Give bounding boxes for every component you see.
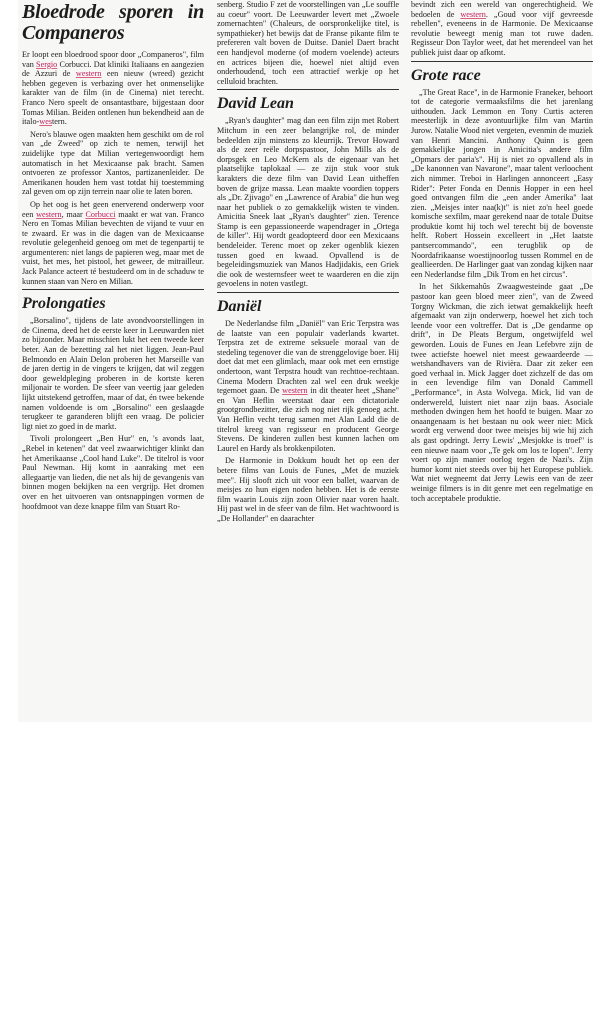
paragraph: „Ryan's daughter" mag dan een film zijn met Robert Mitchum in een zeer belangrijke rol, de minder bedeelden zijn minstens zo kleurrijk. Trevor Howard als de zeer reële dorpspastoor, John Mills als de dorpsgek en Leo McKern als de eigenaar van het plaatselijke taplokaal — ze zijn stuk voor stuk karakters die deze film van David Lean uitheffen boven de grijze massa. Lean maakte voordien toppers als „Dr. Zjivago" en „Lawrence of Arabia" die hun weg naar het publiek o zo gemakkelijk wisten te vinden. Amicitia Sneek laat „Ryan's daughter" zien. Terence Stamp is een gepassioneerde wapendrager in „Ortega de killer". Hij wordt geadopteerd door een Mexicaans bendeleider. Terenc moet op zeker ogenblik kiezen tussen goed en kwaad. Opvallend is de begeleidingsmuziek van Manos Hadjidakis, een Griek die ook de westernsfeer weet te waarderen en die zijn gevoelens in noten vastlegt. xyxy=(217,116,399,289)
section-divider xyxy=(22,289,204,290)
paragraph: De Nederlandse film „Daniël" van Eric Terpstra was de laatste van een populair vaderlands kwartet. Terpstra zet de extreme seksuele moraal van de stedeling tegenover die van de strenggelovige boer. Hij doet dat met een glimlach, maar ook met een ernstige ondertoon, want Terpstra houdt van rechttoe-rechtaan. Cinema Modern Drachten zal wel een druk weekje tegemoet gaan. De western in dit theater heet „Shane" en Van Heflin weerstaat daar een dictatoriale grootgrondbezitter, die zich nog niet rijk genoeg acht. Van Heflin vecht terug samen met Alan Ladd die de titelrol kreeg van regisseur en producent George Stevens. De kinderen zullen best kunnen lachen om Laurel en Hardy als brokkenpiloten. xyxy=(217,319,400,453)
paragraph: De Harmonie in Dokkum houdt het op een der betere films van Louis de Funes, „Met de muziek mee". Hij slooft zich uit voor een ballet, waarvan de meisjes zo hun eigen noden hebben. Het is de eerste film waarin Louis zijn zoon Olivier naar voren haalt. Hij past wel in de sfeer van de film. Het wachtwoord is „De Hollander" en daarachter xyxy=(217,456,399,523)
highlighted-term: Corbucci xyxy=(85,209,116,219)
paragraph: bevindt zich een wereld van ongerechtigheid. We bedoelen de western. „Goud voor vijf gevreesde rebellen", eveneens in de Harmonie. De Mexicaanse revolutie beweegt menig man tot ruwe daden. Regisseur Don Taylor weet, dat het merendeel van het publiek juist daar op afkomt. xyxy=(411,0,594,57)
column-2 xyxy=(217,0,399,527)
paragraph: In het Sikkemahûs Zwaagwesteinde gaat „De pastoor kan geen bloed meer zien", van de Zweed Torgny Wickman, die zich ietwat gemakkelijk heeft afgemaakt van zijn onderwerp, hoewel het zich toch leende voor een voltreffer. Dat is „De gendarme op drift", in De Pleats Bergum, ongetwijfeld wel geworden. Louis de Funes en Jean Lefebvre zijn de twee actiefste hoewel niet meest gewaardeerde — wetshandhavers van de Rivièra. Daar zit zeker een goed verhaal in. Mick Jagger doet zichzelf de das om in een levendige film van Donald Cammell „Performance", in Asta Wolvega. Mick, lid van de onderwereld, luistert niet naar zijn baas. Asociale methoden dwingen hem het hoofd te buigen. Maar zo onaangenaam is het bestaan nu ook weer niet: Mick wordt erg verwend door twee meisjes bij wie hij zich als gast opdringt. Jerry Lewis' „Mesjokke is troef" is een nieuwe naam voor „Te gek om los te lopen". Jerry voert op zijn manier oorlog tegen de Nazi's. Zijn humor komt niet steeds over bij het Europese publiek. Wat niet wegneemt dat Jerry Lewis een van de zeer weinige filmers is in dit genre met een regelmatige en toch acceptabele produktie. xyxy=(411,282,593,503)
column-1 xyxy=(22,0,204,514)
headline-daniel: Daniël xyxy=(217,298,262,316)
newspaper-clipping xyxy=(18,0,592,722)
section-divider xyxy=(217,89,399,90)
highlighted-term: western xyxy=(460,9,486,19)
highlighted-term: wes xyxy=(39,117,53,127)
section-divider xyxy=(217,292,399,293)
column-3 xyxy=(411,0,593,506)
paragraph: Tivoli prolongeert „Ben Hur" en, 's avonds laat, „Rebel in ketenen" dat veel zwaarwichtiger klinkt dan het Amerikaanse „Cool hand Luke". De titelrol is voor Paul Newman. Hij komt in aanraking met een allegaartje van lieden, die net als hij de gevangenis van binnen mogen bekijken na een vergrijp. Het dromen over en het uitvoeren van ontsnappingen vormen de hoofdmoot van deze knappe film van Stuart Ro- xyxy=(22,434,204,511)
highlighted-term: western xyxy=(282,386,308,396)
highlighted-term: western xyxy=(75,69,102,79)
section-divider xyxy=(411,61,593,62)
headline-david-lean: David Lean xyxy=(217,95,294,113)
headline-bloedrode-sporen: Bloedrode sporen in Companeros xyxy=(22,1,204,44)
headline-grote-race: Grote race xyxy=(411,66,481,84)
paragraph: „The Great Race", in de Harmonie Franeker, behoort tot de categorie vermaaksfilms die het jarenlang uithouden. Jack Lemmon en Tony Curtis acteren meesterlijk in deze avontuurlijke film van Martin Jurow. Natalie Wood niet vergeten, evenmin de muziek van Henri Mancini. Anthony Quinn is geen gemakkelijke jongen in Amicitia's andere film „Opmars der paria's". Hij is niet zo opvallend als in „De kanonnen van Navarone", maar talent verloochent zich nimmer. Treboi in Harlingen annonceert „Easy Rider": Peter Fonda en Dennis Hopper in een heel goed ontvangen film die „een ander Amerika" laat zien. „Meisjes inter naa(k)t" is niet zo'n heel goede komische sexfilm, maar gerekend naar de totale Duitse produktie komt hij toch wel terecht bij de bovenste helft. Robert Hossein excelleert in „Het laatste pantsercommando", een terugblik op de Noordafrikaanse woestijnoorlog tussen Rommel en de geallieerden. De Harlinger gaat van zondag kijken naar een Nederlandse film „Dik Trom en het circus". xyxy=(411,87,593,279)
highlighted-term: western xyxy=(36,209,62,219)
paragraph: Op het oog is het geen enerverend onderwerp voor een western, maar Corbucci maakt er wat van. Franco Nero en Tomas Milian bevechten de vijand te vuur en te zwaard. Er was in die dagen van de Mexicaanse revolutie gelegenheid genoeg om met de tegenpartij te argumenteren: niet langs de papieren weg, maar met de vuist, het mes, het pistool, het geweer, de mitrailleur. Jack Palance acteert té bestudeerd om in de schaduw te kunnen staan van Nero en Milian. xyxy=(22,199,204,286)
paragraph: „Borsalino", tijdens de late avondvoorstellingen in de Cinema, deed het de eerste keer in Leeuwarden niet zo bijzonder. Maar misschien lukt het een tweede keer beter. Aan de bezetting zal het niet liggen. Jean-Paul Belmondo en Alain Delon proberen het Marseille van de jaren dertig in de vingers te krijgen, dat wil zeggen door geweldpleging proberen in de kortste keren miljonair te worden. De sfeer van veertig jaar geleden lijkt uitstekend getroffen, maar of dat, én twee bekende namen voldoende is om „Borsalino" een geslaagde terugkeer te garanderen blijft een vraag. De policier ligt niet zo goed in de markt. xyxy=(22,316,204,431)
highlighted-term: Sergio xyxy=(36,59,58,69)
paragraph: senberg. Studio F zet de voorstellingen van „Le souffle au coeur" voort. De Leeuwarder levert met „Zwoele zomernachten" (Chaleurs, de oorspronkelijke titel, is sympathieker) het bewijs dat de Franse pikante film te prefereren valt boven de Duitse. Daniel Daert bracht een handjevol moderne (of modern voelende) acteurs en actrices bijeen die, hoewel niet altijd even onderhoudend, toch een attractief werkje op het celluloid brachten. xyxy=(217,0,399,86)
paragraph: Er loopt een bloedrood spoor door „Companeros", film van Sergio Corbucci. Dat kliniki Italiaans en aangezien de Azzuri de western een nieuw (wreed) gezicht hebben gegeven is verbazing over het onmenselijke karakter van de film (in de Cinema) niet terecht. Franco Nero speelt de onsantastbare, bijgestaan door Tomas Milian. Beiden ontlenen hun bekendheid aan de italo-western. xyxy=(22,50,205,127)
paragraph: Nero's blauwe ogen maakten hem geschikt om de rol van „de Zweed" op zich te nemen, terwijl het zuidelijke type dat Milian vertegenwoordigt hem automatisch in het Mexicaanse pak bracht. Samen ontvoeren ze professor Xantos, partizanenleider. De Amerikanen houden hem vast totdat hij toestemming zal geven om op zijn terrein naar olie te laten boren. xyxy=(22,129,204,197)
headline-prolongaties: Prolongaties xyxy=(22,295,106,313)
